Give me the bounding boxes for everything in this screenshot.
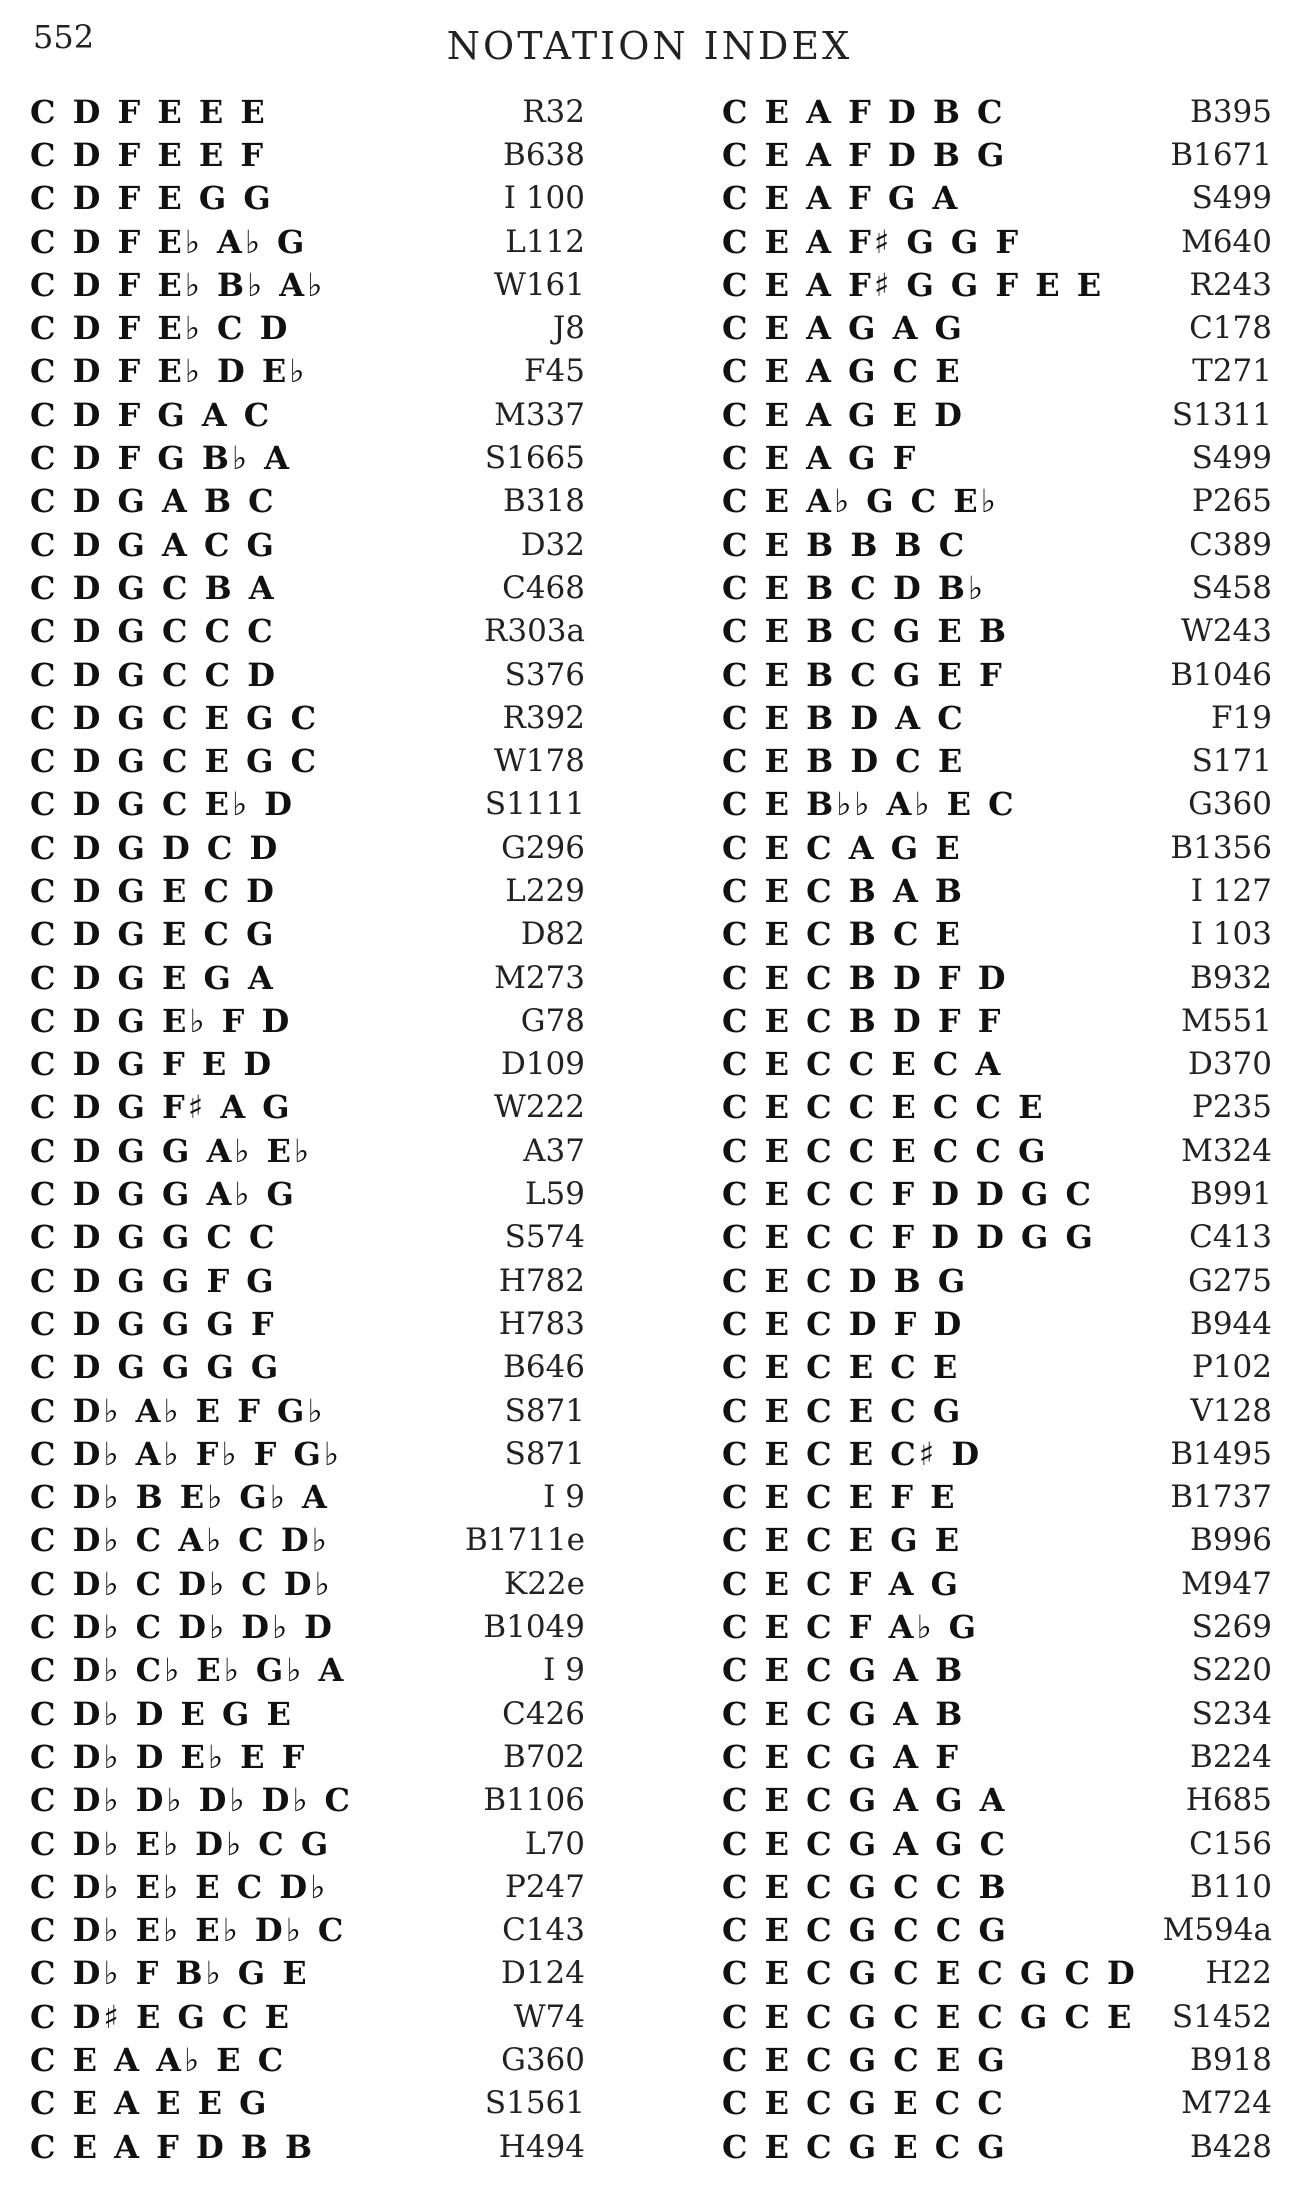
theme-reference: H22 xyxy=(1205,1955,1272,1992)
index-entry xyxy=(30,1865,585,1908)
index-entry xyxy=(722,1562,1272,1605)
notation-sequence: C D G A C G xyxy=(30,525,277,564)
index-entry xyxy=(722,1519,1272,1562)
notation-sequence: C E C C F D D G C xyxy=(722,1175,1094,1214)
theme-reference: C413 xyxy=(1189,1219,1272,1256)
notation-sequence: C D G G A♭ E♭ xyxy=(30,1131,312,1170)
index-entry xyxy=(722,480,1272,523)
theme-reference: P102 xyxy=(1191,1349,1272,1386)
notation-sequence: C D G C E G C xyxy=(30,698,320,737)
theme-reference: G296 xyxy=(501,829,585,866)
index-entry xyxy=(722,566,1272,609)
notation-sequence: C D G E C D xyxy=(30,871,277,910)
index-entry xyxy=(722,90,1272,133)
theme-reference: B932 xyxy=(1190,959,1272,996)
theme-reference: B1495 xyxy=(1170,1435,1272,1472)
theme-reference: B395 xyxy=(1190,93,1272,130)
index-entry xyxy=(722,1043,1272,1086)
theme-reference: B1356 xyxy=(1170,829,1272,866)
index-entry xyxy=(722,1908,1272,1951)
theme-reference: H494 xyxy=(498,2128,585,2165)
notation-sequence: C E A F♯ G G F E E xyxy=(722,265,1105,304)
theme-reference: S269 xyxy=(1191,1609,1272,1646)
notation-sequence: C D♭ E♭ E C D♭ xyxy=(30,1867,329,1906)
theme-reference: S1311 xyxy=(1171,396,1272,433)
theme-reference: J8 xyxy=(552,310,585,347)
index-entry xyxy=(722,1692,1272,1735)
notation-sequence: C D G E G A xyxy=(30,958,276,997)
notation-sequence: C D F E♭ A♭ G xyxy=(30,222,308,261)
notation-sequence: C D G A B C xyxy=(30,482,277,521)
theme-reference: I 9 xyxy=(543,1479,585,1516)
notation-sequence: C E C E F E xyxy=(722,1478,958,1517)
notation-sequence: C D G E C G xyxy=(30,915,277,954)
index-entry xyxy=(722,1865,1272,1908)
index-entry xyxy=(30,610,585,653)
index-entry xyxy=(722,2082,1272,2125)
index-entry xyxy=(722,696,1272,739)
notation-sequence: C E C G C C G xyxy=(722,1911,1009,1950)
notation-sequence: C D G F E D xyxy=(30,1045,275,1084)
notation-sequence: C D♭ B E♭ G♭ A xyxy=(30,1478,330,1517)
theme-reference: C389 xyxy=(1189,526,1272,563)
theme-reference: G360 xyxy=(501,2042,585,2078)
notation-sequence: C D♭ C♭ E♭ G♭ A xyxy=(30,1651,347,1690)
notation-sequence: C E A G E D xyxy=(722,395,965,434)
index-entry xyxy=(722,1129,1272,1172)
index-entry xyxy=(30,350,585,393)
notation-sequence: C E C G E C G xyxy=(722,2127,1008,2166)
notation-sequence: C E A E E G xyxy=(30,2084,270,2123)
theme-reference: S458 xyxy=(1191,569,1272,606)
index-entry xyxy=(722,393,1272,436)
index-entry xyxy=(30,1908,585,1951)
index-entry xyxy=(722,1432,1272,1475)
theme-reference: S871 xyxy=(504,1435,585,1472)
theme-reference: M551 xyxy=(1181,1002,1272,1039)
index-entry xyxy=(722,1476,1272,1519)
index-entry xyxy=(722,653,1272,696)
index-entry xyxy=(722,1086,1272,1129)
left-index-column xyxy=(30,90,585,2168)
notation-sequence: C D F G B♭ A xyxy=(30,439,292,478)
notation-sequence: C E B D A C xyxy=(722,698,966,737)
notation-sequence: C D G C C D xyxy=(30,655,278,694)
index-entry xyxy=(30,869,585,912)
index-entry xyxy=(722,1822,1272,1865)
theme-reference: H783 xyxy=(498,1305,585,1342)
notation-sequence: C D♭ A♭ E F G♭ xyxy=(30,1391,326,1430)
index-entry xyxy=(30,177,585,220)
theme-reference: B1671 xyxy=(1170,136,1272,173)
index-entry xyxy=(30,1302,585,1345)
index-entry xyxy=(30,1692,585,1735)
theme-reference: D370 xyxy=(1187,1046,1272,1083)
index-entry xyxy=(722,739,1272,782)
notation-sequence: C E C G C E C G C E xyxy=(722,1997,1135,2036)
theme-reference: W161 xyxy=(493,266,585,303)
index-entry xyxy=(30,90,585,133)
theme-reference: S574 xyxy=(504,1219,585,1256)
index-entry xyxy=(722,523,1272,566)
notation-sequence: C E C A G E xyxy=(722,828,963,867)
theme-reference: M640 xyxy=(1181,223,1272,260)
notation-sequence: C D G G C C xyxy=(30,1218,278,1257)
index-entry xyxy=(722,1952,1272,1995)
index-entry xyxy=(30,2125,585,2168)
theme-reference: R32 xyxy=(522,93,585,130)
theme-reference: M594a xyxy=(1162,1912,1272,1949)
index-entry xyxy=(722,999,1272,1042)
theme-reference: A37 xyxy=(523,1132,585,1169)
index-entry xyxy=(30,566,585,609)
notation-sequence: C E C G A B xyxy=(722,1694,966,1733)
notation-sequence: C E A F D B B xyxy=(30,2127,316,2166)
theme-reference: B428 xyxy=(1190,2128,1272,2165)
index-entry xyxy=(722,436,1272,479)
index-entry xyxy=(30,1259,585,1302)
theme-reference: S499 xyxy=(1191,440,1272,477)
theme-reference: B996 xyxy=(1190,1522,1272,1559)
theme-reference: B638 xyxy=(503,136,585,173)
notation-sequence: C E C E C G xyxy=(722,1391,964,1430)
index-entry xyxy=(722,350,1272,393)
notation-sequence: C E C C E C C E xyxy=(722,1088,1046,1127)
theme-reference: B224 xyxy=(1190,1738,1272,1775)
notation-sequence: C E A F D B G xyxy=(722,135,1008,174)
theme-reference: B1046 xyxy=(1170,656,1272,693)
theme-reference: S234 xyxy=(1191,1695,1272,1732)
notation-sequence: C D G G A♭ G xyxy=(30,1175,297,1214)
index-entry xyxy=(30,1562,585,1605)
theme-reference: S1111 xyxy=(484,786,585,823)
notation-sequence: C D G C E♭ D xyxy=(30,785,295,824)
theme-reference: L229 xyxy=(505,872,585,909)
notation-sequence: C E B♭♭ A♭ E C xyxy=(722,785,1017,824)
index-entry xyxy=(30,1043,585,1086)
index-entry xyxy=(722,1346,1272,1389)
notation-sequence: C D♭ D E G E xyxy=(30,1694,294,1733)
notation-sequence: C D♯ E G C E xyxy=(30,1997,292,2036)
theme-reference: B1049 xyxy=(483,1609,585,1646)
theme-reference: T271 xyxy=(1192,353,1272,390)
index-entry xyxy=(722,1779,1272,1822)
theme-reference: S1665 xyxy=(484,440,585,477)
notation-sequence: C E C G E C C xyxy=(722,2084,1006,2123)
theme-reference: S171 xyxy=(1191,743,1272,780)
index-entry xyxy=(30,263,585,306)
notation-sequence: C E C B D F F xyxy=(722,1001,1004,1040)
theme-reference: I 103 xyxy=(1190,916,1272,953)
notation-sequence: C D F E G G xyxy=(30,179,274,218)
index-entry xyxy=(30,436,585,479)
index-entry xyxy=(30,1605,585,1648)
theme-reference: R243 xyxy=(1189,266,1272,303)
theme-reference: C468 xyxy=(502,569,585,606)
notation-sequence: C E A G C E xyxy=(722,352,963,391)
theme-reference: D32 xyxy=(520,526,585,563)
index-entry xyxy=(30,480,585,523)
index-entry xyxy=(30,1779,585,1822)
index-entry xyxy=(30,1649,585,1692)
theme-reference: M724 xyxy=(1181,2085,1272,2122)
theme-reference: S499 xyxy=(1191,180,1272,217)
index-entry xyxy=(30,1432,585,1475)
notation-sequence: C E C E G E xyxy=(722,1521,963,1560)
theme-reference: D82 xyxy=(520,916,585,953)
theme-reference: L112 xyxy=(505,223,585,260)
theme-reference: M324 xyxy=(1181,1132,1272,1169)
index-entry xyxy=(722,610,1272,653)
index-entry xyxy=(30,999,585,1042)
index-entry xyxy=(722,826,1272,869)
notation-sequence: C D G E♭ F D xyxy=(30,1001,293,1040)
notation-sequence: C E C D B G xyxy=(722,1261,969,1300)
notation-sequence: C E A♭ G C E♭ xyxy=(722,482,999,521)
theme-reference: W243 xyxy=(1180,613,1272,650)
theme-reference: G78 xyxy=(520,1002,585,1039)
theme-reference: P247 xyxy=(504,1868,585,1905)
index-entry xyxy=(30,2038,585,2081)
index-entry xyxy=(30,1216,585,1259)
notation-sequence: C D G C E G C xyxy=(30,742,320,781)
notation-sequence: C D G C C C xyxy=(30,612,276,651)
theme-reference: S376 xyxy=(504,656,585,693)
theme-reference: B702 xyxy=(503,1738,585,1775)
notation-sequence: C D♭ E♭ D♭ C G xyxy=(30,1824,332,1863)
theme-reference: B991 xyxy=(1190,1176,1272,1213)
index-entry xyxy=(722,1649,1272,1692)
notation-sequence: C D♭ D♭ D♭ D♭ C xyxy=(30,1781,354,1820)
index-entry xyxy=(30,1086,585,1129)
index-entry xyxy=(30,133,585,176)
notation-sequence: C E C E C E xyxy=(722,1348,961,1387)
theme-reference: L70 xyxy=(524,1825,585,1862)
notation-sequence: C D♭ A♭ F♭ F G♭ xyxy=(30,1434,342,1473)
page-number: 552 xyxy=(33,18,95,56)
theme-reference: W178 xyxy=(493,743,585,780)
index-entry xyxy=(30,2082,585,2125)
notation-sequence: C D G G G G xyxy=(30,1348,282,1387)
index-entry xyxy=(30,1995,585,2038)
notation-sequence: C E B C G E B xyxy=(722,612,1009,651)
index-entry xyxy=(30,739,585,782)
index-entry xyxy=(30,1519,585,1562)
notation-sequence: C E C B A B xyxy=(722,871,965,910)
notation-sequence: C E C G A B xyxy=(722,1651,966,1690)
index-entry xyxy=(30,1389,585,1432)
notation-sequence: C E A F♯ G G F xyxy=(722,222,1022,261)
index-entry xyxy=(722,1172,1272,1215)
theme-reference: B110 xyxy=(1190,1868,1272,1905)
theme-reference: D124 xyxy=(500,1955,585,1992)
notation-sequence: C E C B D F D xyxy=(722,958,1009,997)
notation-sequence: C D♭ F B♭ G E xyxy=(30,1954,310,1993)
notation-sequence: C E C E C♯ D xyxy=(722,1434,983,1473)
theme-reference: B944 xyxy=(1190,1305,1272,1342)
notation-sequence: C D♭ D E♭ E F xyxy=(30,1737,308,1776)
index-entry xyxy=(722,1216,1272,1259)
notation-sequence: C E C G A G A xyxy=(722,1781,1008,1820)
theme-reference: B318 xyxy=(503,483,585,520)
notation-sequence: C D♭ C D♭ C D♭ xyxy=(30,1564,333,1603)
notation-sequence: C E C D F D xyxy=(722,1304,965,1343)
theme-reference: F19 xyxy=(1211,699,1272,736)
theme-reference: R392 xyxy=(502,699,585,736)
theme-reference: L59 xyxy=(524,1176,585,1213)
notation-sequence: C D♭ E♭ E♭ D♭ C xyxy=(30,1911,347,1950)
notation-sequence: C E C G A G C xyxy=(722,1824,1009,1863)
theme-reference: I 9 xyxy=(543,1652,585,1689)
notation-sequence: C E C G C E C G C D xyxy=(722,1954,1138,1993)
index-entry xyxy=(30,393,585,436)
theme-reference: I 100 xyxy=(503,180,585,217)
notation-sequence: C E A F G A xyxy=(722,179,961,218)
notation-sequence: C E C G C C B xyxy=(722,1867,1009,1906)
index-entry xyxy=(722,956,1272,999)
notation-sequence: C E B C G E F xyxy=(722,655,1005,694)
notation-sequence: C D F E♭ B♭ A♭ xyxy=(30,265,326,304)
theme-reference: B1711e xyxy=(464,1522,585,1559)
index-entry xyxy=(722,2125,1272,2168)
notation-sequence: C E C G C E G xyxy=(722,2041,1008,2079)
index-entry xyxy=(30,1952,585,1995)
theme-reference: S1452 xyxy=(1171,1998,1272,2035)
index-entry xyxy=(722,133,1272,176)
theme-reference: D109 xyxy=(500,1046,585,1083)
index-entry xyxy=(722,1735,1272,1778)
notation-sequence: C D♭ C A♭ C D♭ xyxy=(30,1521,330,1560)
notation-sequence: C E B B B C xyxy=(722,525,968,564)
notation-sequence: C E A G A G xyxy=(722,309,965,348)
index-entry xyxy=(30,1822,585,1865)
theme-reference: C143 xyxy=(502,1912,585,1949)
theme-reference: W222 xyxy=(493,1089,585,1126)
notation-sequence: C D G C B A xyxy=(30,568,277,607)
index-entry xyxy=(30,913,585,956)
index-entry xyxy=(30,653,585,696)
theme-reference: B1737 xyxy=(1170,1479,1272,1516)
notation-sequence: C E C C E C A xyxy=(722,1045,1004,1084)
theme-reference: P235 xyxy=(1191,1089,1272,1126)
index-entry xyxy=(722,1605,1272,1648)
index-entry xyxy=(722,1302,1272,1345)
theme-reference: R303a xyxy=(484,613,585,650)
theme-reference: B918 xyxy=(1190,2042,1272,2078)
index-entry xyxy=(722,220,1272,263)
notation-sequence: C D G G G F xyxy=(30,1304,277,1343)
index-entry xyxy=(722,1995,1272,2038)
notation-sequence: C E B C D B♭ xyxy=(722,568,986,607)
theme-reference: S220 xyxy=(1191,1652,1272,1689)
theme-reference: P265 xyxy=(1191,483,1272,520)
notation-sequence: C E C G A F xyxy=(722,1737,961,1776)
theme-reference: C426 xyxy=(502,1695,585,1732)
index-entry xyxy=(722,263,1272,306)
notation-sequence: C E C C F D D G G xyxy=(722,1218,1096,1257)
notation-sequence: C E A A♭ E C xyxy=(30,2041,287,2079)
theme-reference: G275 xyxy=(1188,1262,1272,1299)
index-entry xyxy=(722,177,1272,220)
index-entry xyxy=(30,956,585,999)
notation-sequence: C D F E♭ C D xyxy=(30,309,291,348)
theme-reference: H685 xyxy=(1185,1782,1272,1819)
notation-sequence: C E C B C E xyxy=(722,915,963,954)
theme-reference: M273 xyxy=(494,959,585,996)
page-title: NOTATION INDEX xyxy=(446,24,853,68)
theme-reference: K22e xyxy=(504,1565,585,1602)
index-entry xyxy=(30,1735,585,1778)
theme-reference: M337 xyxy=(494,396,585,433)
theme-reference: G360 xyxy=(1188,786,1272,823)
theme-reference: I 127 xyxy=(1190,872,1272,909)
notation-sequence: C E C F A♭ G xyxy=(722,1608,979,1647)
notation-sequence: C D G F♯ A G xyxy=(30,1088,293,1127)
notation-sequence: C D F E E F xyxy=(30,135,267,174)
index-entry xyxy=(722,869,1272,912)
notation-sequence: C D♭ C D♭ D♭ D xyxy=(30,1608,335,1647)
theme-reference: B1106 xyxy=(483,1782,585,1819)
notation-sequence: C E C F A G xyxy=(722,1564,961,1603)
index-entry xyxy=(30,1346,585,1389)
index-entry xyxy=(30,306,585,349)
notation-sequence: C D F G A C xyxy=(30,395,273,434)
index-entry xyxy=(30,783,585,826)
theme-reference: S1561 xyxy=(484,2085,585,2122)
index-entry xyxy=(722,783,1272,826)
index-entry xyxy=(722,913,1272,956)
index-entry xyxy=(30,1129,585,1172)
index-entry xyxy=(30,826,585,869)
theme-reference: W74 xyxy=(513,1998,585,2035)
theme-reference: V128 xyxy=(1190,1392,1272,1429)
index-entry xyxy=(30,220,585,263)
theme-reference: F45 xyxy=(524,353,585,390)
notation-sequence: C D G D C D xyxy=(30,828,281,867)
notation-sequence: C D F E E E xyxy=(30,92,268,131)
notation-sequence: C D F E♭ D E♭ xyxy=(30,352,308,391)
index-entry xyxy=(30,1476,585,1519)
theme-reference: C156 xyxy=(1189,1825,1272,1862)
index-entry xyxy=(722,306,1272,349)
notation-sequence: C E B D C E xyxy=(722,742,966,781)
index-entry xyxy=(722,1259,1272,1302)
index-entry xyxy=(30,696,585,739)
theme-reference: S871 xyxy=(504,1392,585,1429)
theme-reference: M947 xyxy=(1181,1565,1272,1602)
theme-reference: H782 xyxy=(498,1262,585,1299)
notation-sequence: C D G G F G xyxy=(30,1261,277,1300)
index-entry xyxy=(30,1172,585,1215)
theme-reference: B646 xyxy=(503,1349,585,1386)
right-index-column xyxy=(722,90,1272,2168)
notation-sequence: C E A G F xyxy=(722,439,919,478)
notation-sequence: C E C C E C C G xyxy=(722,1131,1049,1170)
index-entry xyxy=(722,1389,1272,1432)
theme-reference: C178 xyxy=(1189,310,1272,347)
index-entry xyxy=(722,2038,1272,2081)
notation-sequence: C E A F D B C xyxy=(722,92,1006,131)
index-entry xyxy=(30,523,585,566)
